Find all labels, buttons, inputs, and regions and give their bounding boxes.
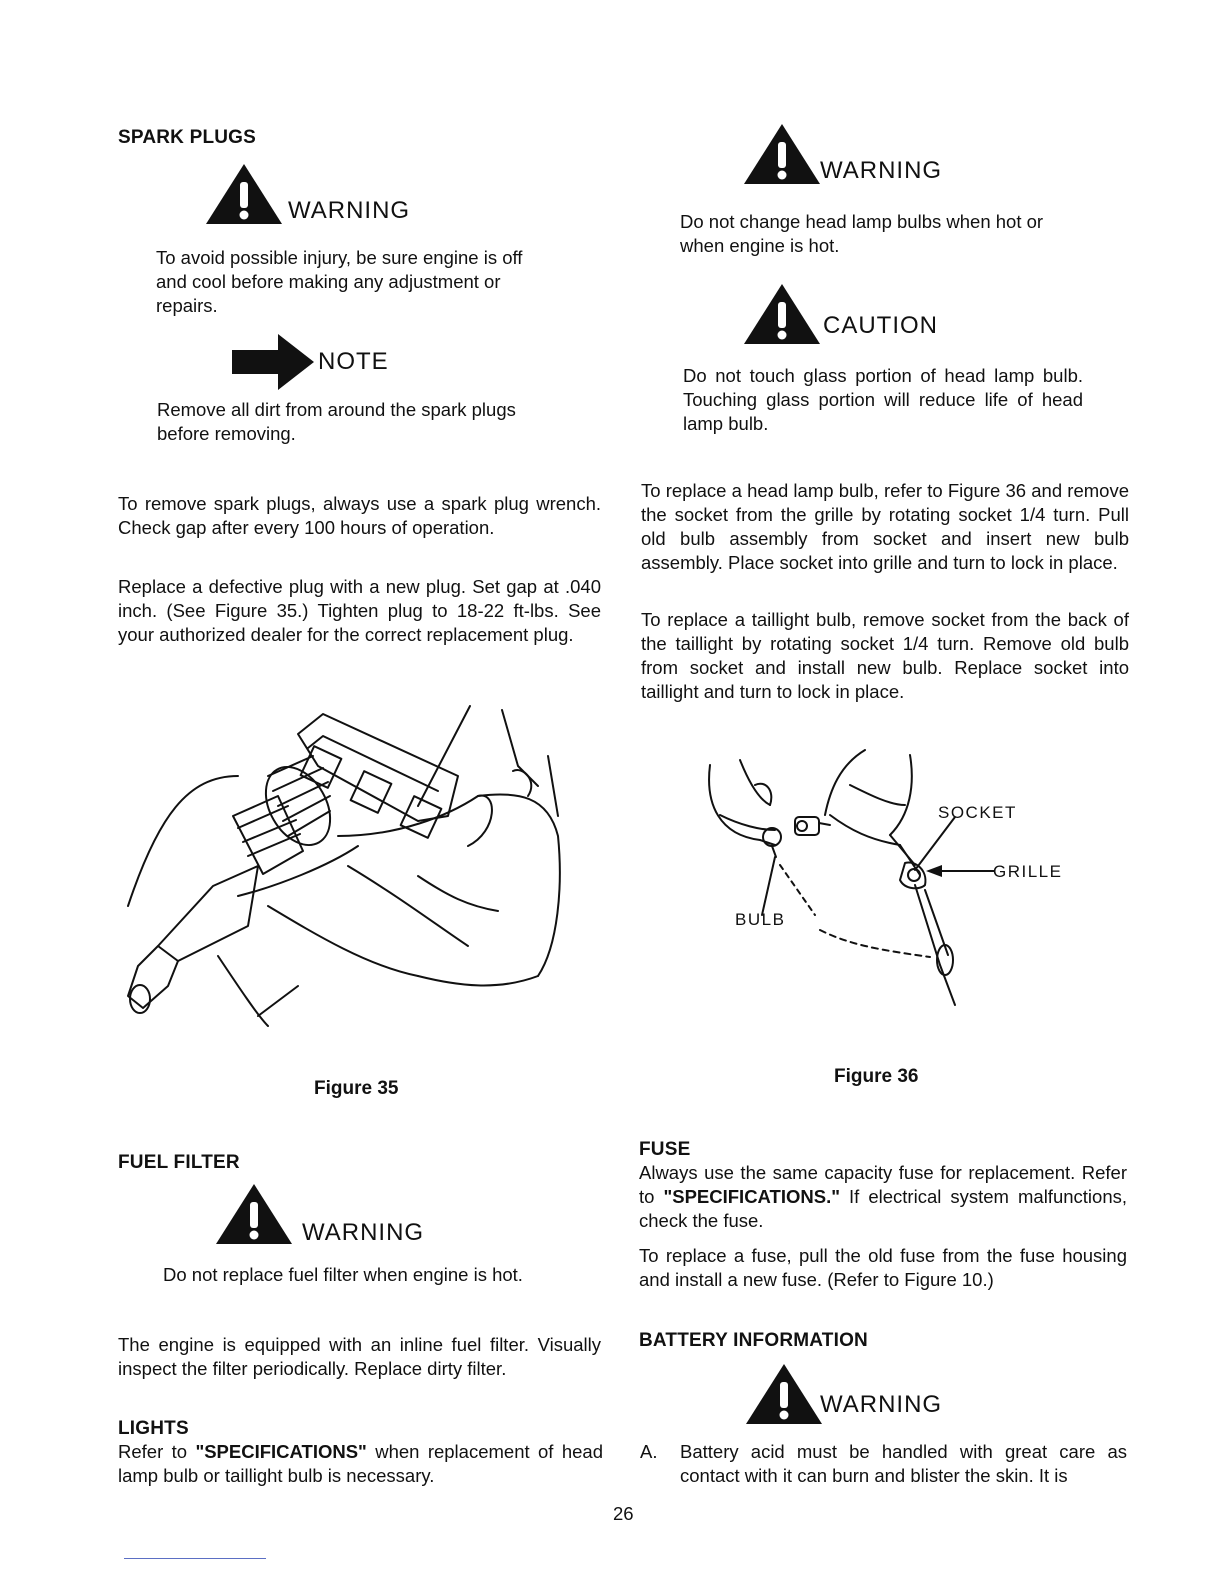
grille-leader-arrow xyxy=(926,864,994,878)
spark-plugs-heading: SPARK PLUGS xyxy=(118,127,257,148)
battery-item-a-marker: A. xyxy=(640,1441,658,1462)
head-lamp-warning-label: WARNING xyxy=(820,157,943,184)
caution-label: CAUTION xyxy=(823,312,938,339)
fuel-filter-heading: FUEL FILTER xyxy=(118,1152,240,1173)
fuse-paragraph-1: Always use the same capacity fuse for replacement. Refer to "SPECIFICATIONS." If electrical system malfunctions, check the fuse. xyxy=(639,1162,1127,1231)
caution-triangle-icon xyxy=(742,282,822,346)
bulb-callout: BULB xyxy=(735,910,786,929)
spark-plugs-paragraph-1: To remove spark plugs, always use a spark plug wrench. Check gap after every 100 hours of operation. xyxy=(118,493,601,538)
grille-callout: GRILLE xyxy=(993,862,1063,881)
warning-triangle-icon xyxy=(214,1182,294,1246)
fuel-filter-warning-label: WARNING xyxy=(302,1219,425,1246)
warning-triangle-icon xyxy=(744,1362,824,1426)
fuel-filter-paragraph: The engine is equipped with an inline fuel filter. Visually inspect the filter periodically. Replace dirty filter. xyxy=(118,1334,601,1379)
note-text: Remove all dirt from around the spark plugs before removing. xyxy=(157,399,516,444)
caution-text: Do not touch glass portion of head lamp bulb. Touching glass portion will reduce life of head lamp bulb. xyxy=(683,365,1083,434)
spark-plugs-paragraph-2: Replace a defective plug with a new plug. Set gap at .040 inch. (See Figure 35.) Tighten plug to 18-22 ft-lbs. See your authorized dealer for the correct replacement plug. xyxy=(118,576,601,645)
warning-triangle-icon xyxy=(204,162,284,226)
figure-35-caption: Figure 35 xyxy=(314,1078,399,1099)
battery-warning-label: WARNING xyxy=(820,1391,943,1418)
fuel-filter-warning-text: Do not replace fuel filter when engine is hot. xyxy=(163,1264,523,1285)
spark-plugs-warning-text: To avoid possible injury, be sure engine is off and cool before making any adjustment or repairs. xyxy=(156,247,523,316)
lights-paragraph: Refer to "SPECIFICATIONS" when replacement of head lamp bulb or taillight bulb is necessary. xyxy=(118,1441,603,1486)
head-lamp-paragraph-1: To replace a head lamp bulb, refer to Figure 36 and remove the socket from the grille by rotating socket 1/4 turn. Pull old bulb assembly from socket and insert new bulb assembly. Place socket into grille and turn to lock in place. xyxy=(641,480,1129,573)
socket-callout: SOCKET xyxy=(938,803,1017,822)
arrow-right-icon xyxy=(232,334,314,390)
fuse-paragraph-2: To replace a fuse, pull the old fuse from the fuse housing and install a new fuse. (Refer to Figure 10.) xyxy=(639,1245,1127,1290)
spark-plugs-warning-label: WARNING xyxy=(288,197,411,224)
head-lamp-paragraph-2: To replace a taillight bulb, remove socket from the back of the taillight by rotating socket 1/4 turn. Remove old bulb from socket and install new bulb. Replace socket into taillight and turn to lock in place. xyxy=(641,609,1129,702)
footnote-rule xyxy=(124,1558,266,1559)
battery-heading: BATTERY INFORMATION xyxy=(639,1330,868,1351)
figure-36-caption: Figure 36 xyxy=(834,1066,919,1087)
figure-35-illustration xyxy=(118,696,588,1036)
lights-heading: LIGHTS xyxy=(118,1418,189,1439)
battery-item-a-text: Battery acid must be handled with great care as contact with it can burn and blister the skin. It is xyxy=(680,1441,1127,1486)
note-label: NOTE xyxy=(318,348,389,375)
head-lamp-warning-text: Do not change head lamp bulbs when hot or when engine is hot. xyxy=(680,211,1044,256)
warning-triangle-icon xyxy=(742,122,822,186)
page-number: 26 xyxy=(613,1503,634,1524)
fuse-heading: FUSE xyxy=(639,1139,691,1160)
